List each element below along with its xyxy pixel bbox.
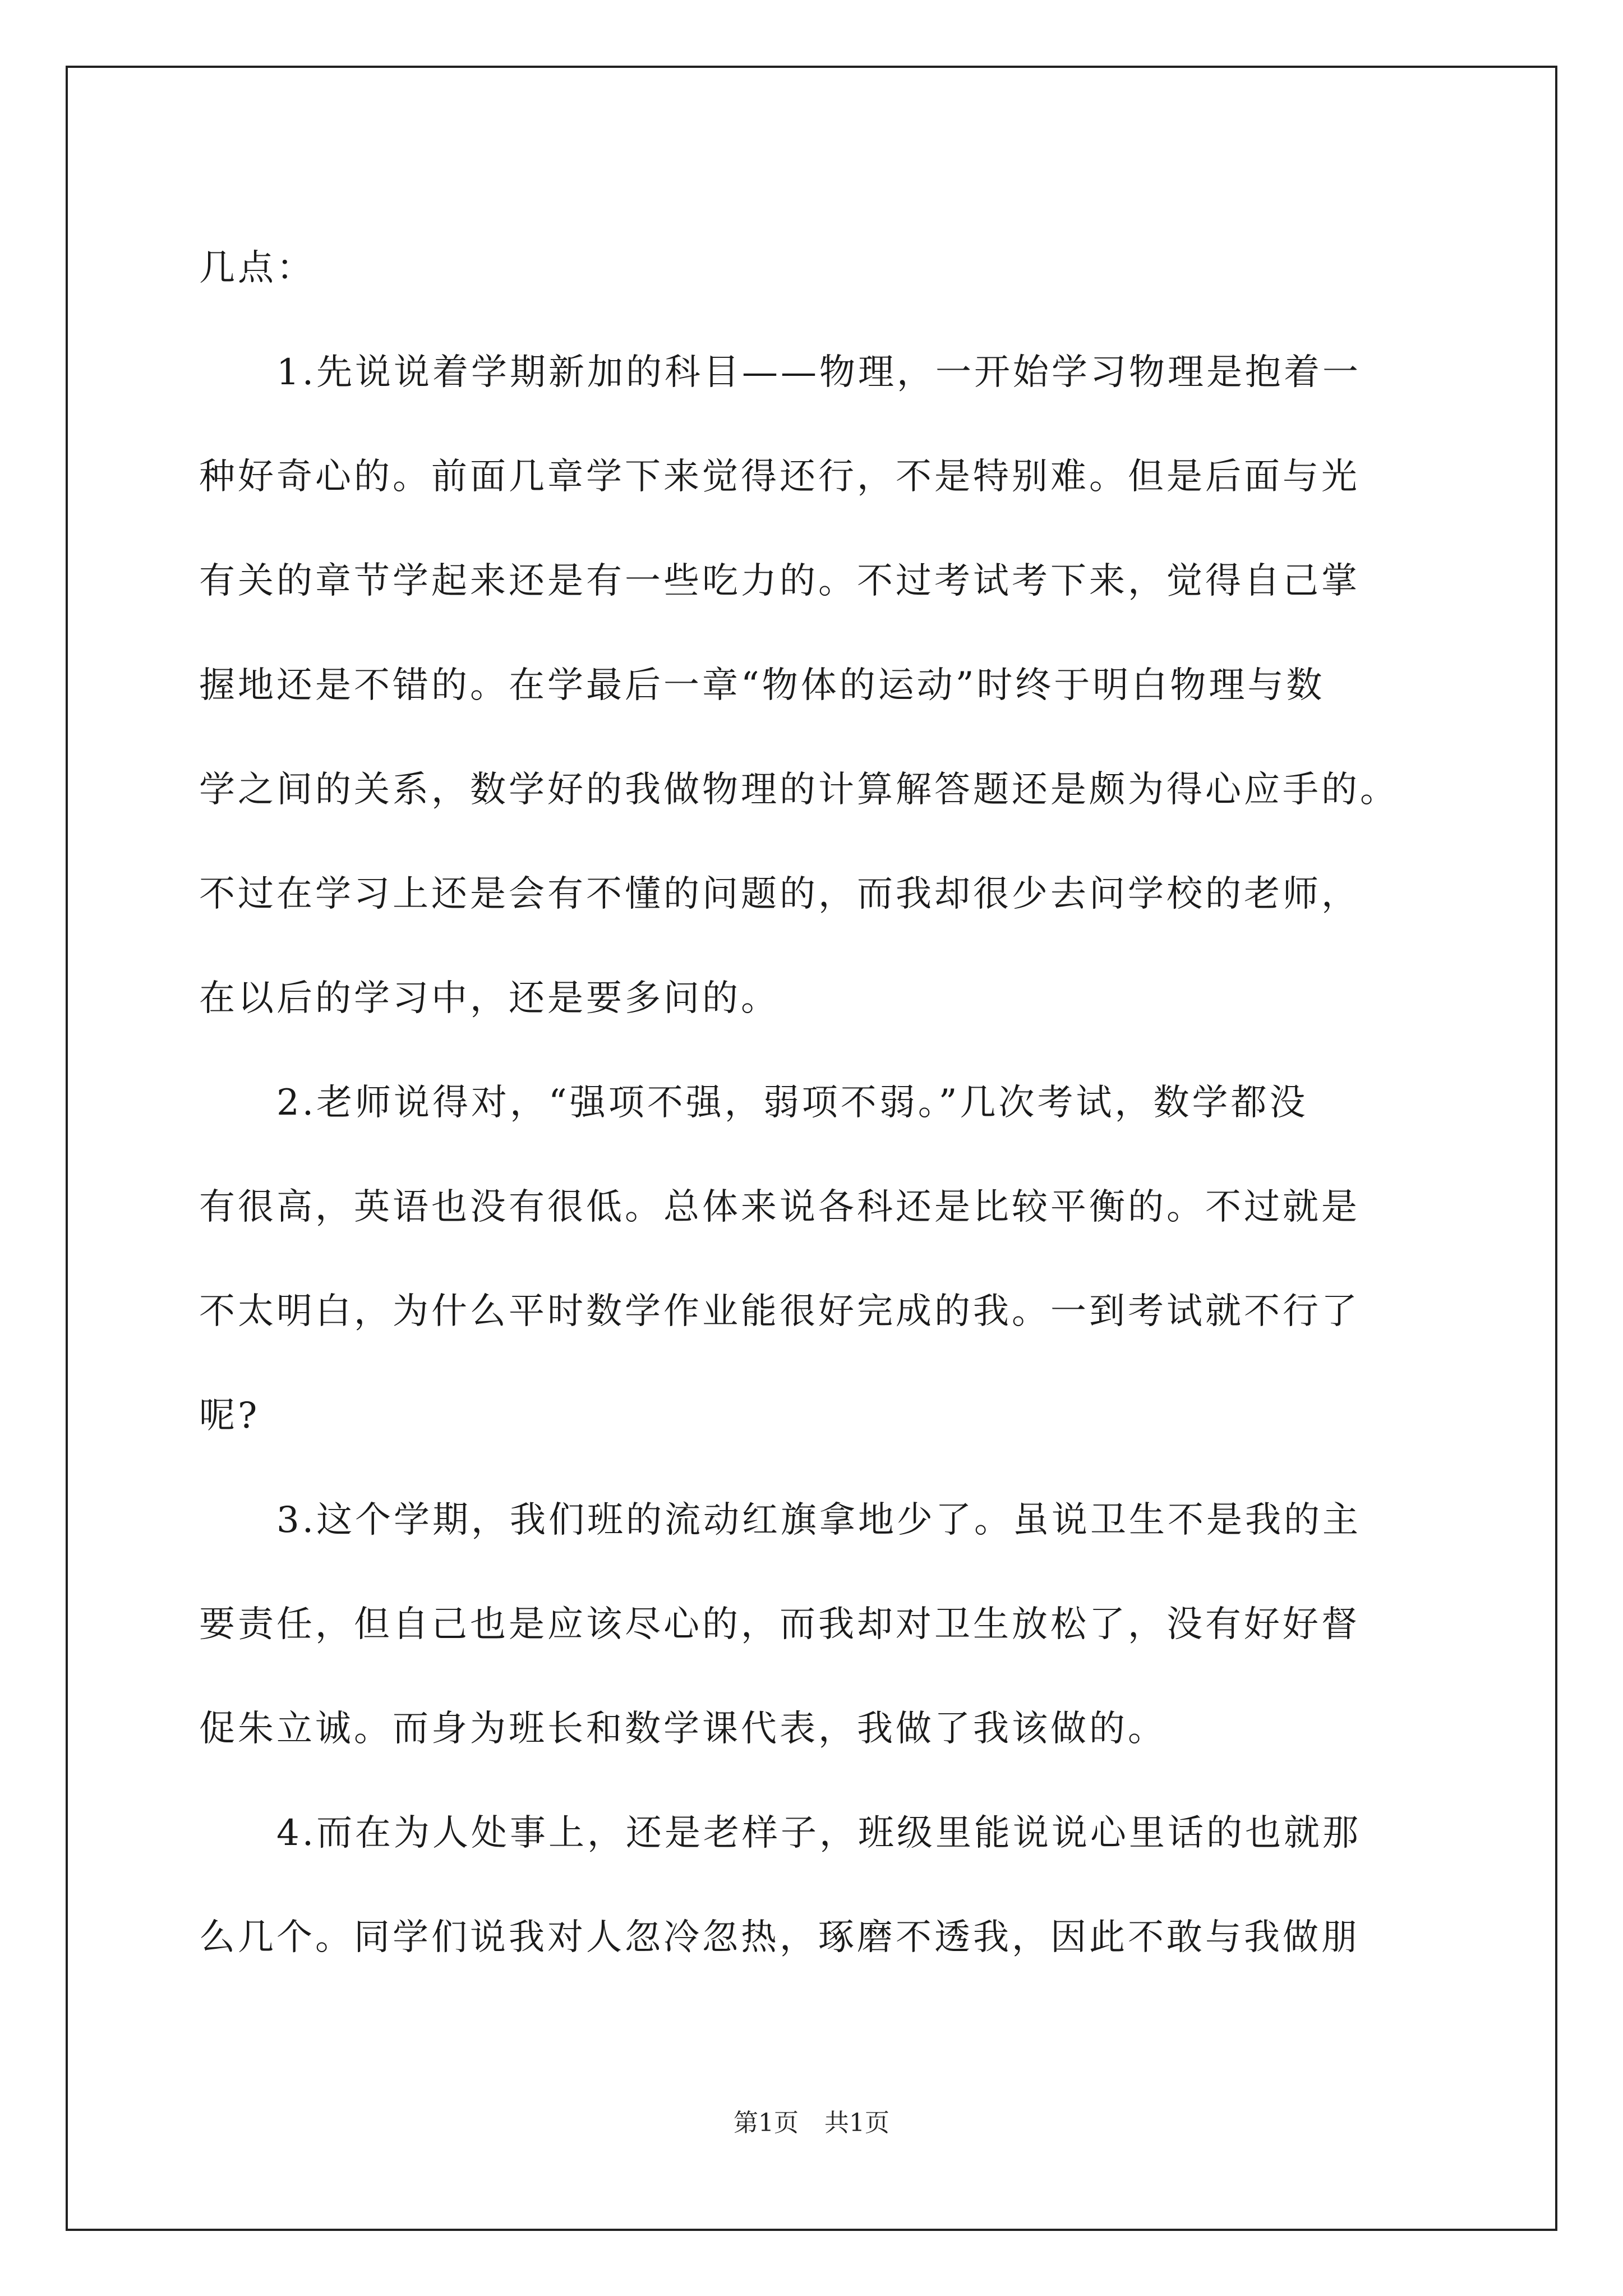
text-line: 学之间的关系，数学好的我做物理的计算解答题还是颇为得心应手的。 xyxy=(199,769,1399,811)
text-line: 握地还是不错的。在学最后一章“物体的运动”时终于明白物理与数 xyxy=(199,665,1325,706)
page-total: 共1页 xyxy=(824,2109,889,2137)
text-line: 要责任，但自己也是应该尽心的，而我却对卫生放松了，没有好好督 xyxy=(199,1604,1360,1645)
text-line: 有很高，英语也没有很低。总体来说各科还是比较平衡的。不过就是 xyxy=(199,1186,1360,1228)
text-line: 不太明白，为什么平时数学作业能很好完成的我。一到考试就不行了 xyxy=(199,1291,1360,1332)
text-line: 有关的章节学起来还是有一些吃力的。不过考试考下来，觉得自己掌 xyxy=(199,560,1360,602)
text-line: 在以后的学习中，还是要多问的。 xyxy=(199,978,780,1019)
text-line: 2.老师说得对，“强项不强，弱项不弱。”几次考试，数学都没 xyxy=(276,1082,1308,1124)
document-body xyxy=(199,216,1422,2062)
text-line: 3.这个学期，我们班的流动红旗拿地少了。虽说卫生不是我的主 xyxy=(276,1499,1362,1541)
text-line: 几点： xyxy=(199,247,315,289)
page-footer xyxy=(0,2102,1623,2138)
text-line: 不过在学习上还是会有不懂的问题的，而我却很少去问学校的老师， xyxy=(199,873,1360,915)
text-line: 1.先说说着学期新加的科目——物理，一开始学习物理是抱着一 xyxy=(276,352,1362,393)
text-line: 4.而在为人处事上，还是老样子，班级里能说说心里话的也就那 xyxy=(276,1812,1362,1854)
text-line: 种好奇心的。前面几章学下来觉得还行，不是特别难。但是后面与光 xyxy=(199,456,1360,498)
page-number: 第1页 xyxy=(734,2109,799,2137)
text-line: 促朱立诚。而身为班长和数学课代表，我做了我该做的。 xyxy=(199,1708,1166,1750)
text-line: 么几个。同学们说我对人忽冷忽热，琢磨不透我，因此不敢与我做朋 xyxy=(199,1917,1360,1958)
text-line: 呢? xyxy=(199,1395,260,1437)
